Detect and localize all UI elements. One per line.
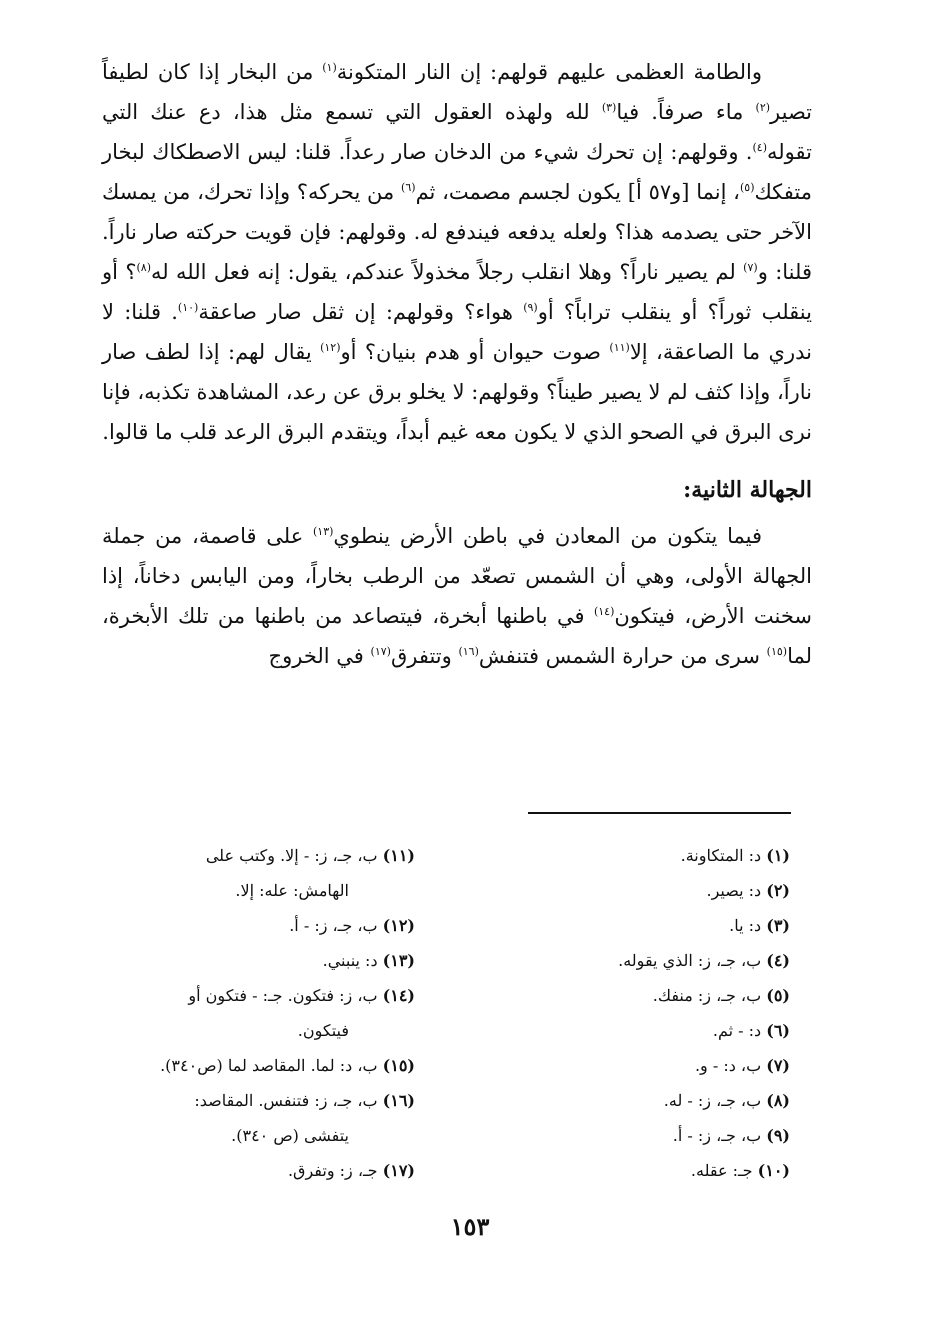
footnote-text: ب، جـ، ز: - إلا. وكتب على: [205, 846, 383, 865]
text-run: لله ولهذه العقول التي تسمع مثل هذا، دع عنك التي تقوله: [102, 100, 812, 164]
footnote-number: (١٢): [382, 916, 415, 935]
text-run: . وقولهم: إن تحرك شيء من الدخان صار رعداً. قلنا: ليس الاصطكاك لبخار متفكك: [102, 140, 812, 204]
footnote-ref: (١): [322, 61, 337, 74]
footnote: [90, 978, 415, 1013]
footnote-text: ب، جـ، ز: منفك.: [652, 986, 767, 1005]
footnote-continuation: فيتكون.: [297, 1021, 349, 1040]
paragraph-1: [102, 52, 812, 452]
footnote-number: (١٥): [382, 1056, 415, 1075]
footnote-number: (١٣): [382, 951, 415, 970]
text-run: وتتفرق: [390, 644, 459, 668]
text-run: ، إنما [و٥٧ أ] يكون لجسم مصمت، ثم: [415, 180, 740, 204]
footnote-text: ب، جـ، ز: - له.: [663, 1091, 767, 1110]
text-run: يقال لهم: إذا لطف صار ناراً، وإذا كثف لم لا يصير طيناً؟ وقولهم: لا يخلو برق عن رعد، المشاهدة تكذبه، فإنا نرى البرق في الصحو الذي لا يكون معه غيم أبداً، ويتقدم البرق الرعد قلب ما قالوا.: [102, 340, 812, 444]
footnote-number: (١٧): [382, 1161, 415, 1180]
footnote-text: ب، جـ، ز: الذي يقوله.: [618, 951, 767, 970]
footnote-text: ب، د: لما. المقاصد لما (ص٣٤٠).: [160, 1056, 383, 1075]
main-text: [102, 52, 812, 676]
footnote-ref: (١٤): [593, 605, 615, 618]
footnote-text: ب، جـ، ز: - أ.: [672, 1126, 767, 1145]
footnote-text: جـ، ز: وتفرق.: [287, 1161, 383, 1180]
footnote: [480, 908, 790, 943]
text-run: هواء؟ وقولهم: إن ثقل صار صاعقة: [198, 300, 524, 324]
footnote-ref: (٦): [401, 181, 416, 194]
footnote-ref: (١٦): [458, 645, 479, 658]
footnote-text: ب، د: - و.: [694, 1056, 767, 1075]
section-heading: الجهالة الثانية:: [683, 477, 812, 503]
footnote-text: جـ: عقله.: [690, 1161, 758, 1180]
footnote: [480, 1013, 790, 1048]
footnote-ref: (٣): [601, 101, 617, 114]
footnote-text: ب، جـ، ز: - أ.: [289, 916, 383, 935]
footnote-continuation: الهامش: عله: إلا.: [235, 881, 349, 900]
text-run: من البخار إذا كان لطيفاً تصير: [102, 60, 813, 124]
footnote-text: ب، جـ، ز: فتنفس. المقاصد:: [194, 1091, 383, 1110]
footnote-number: (١٠): [757, 1161, 790, 1180]
footnote: [480, 838, 790, 873]
footnote-ref: (٥): [739, 181, 755, 194]
footnote-separator-rule: [528, 812, 791, 814]
text-run: . قلنا: لا ندري ما الصاعقة، إلا: [102, 300, 812, 364]
footnote-text: د: - ثم.: [712, 1021, 767, 1040]
footnote: [480, 873, 790, 908]
text-run: في الخروج: [268, 644, 371, 668]
footnote-number: (١): [766, 846, 790, 865]
text-run: ؟ أو ينقلب ثوراً؟ أو ينقلب تراباً؟ أو: [102, 260, 812, 324]
footnote: [480, 1048, 790, 1083]
footnote-ref: (١٢): [320, 341, 341, 354]
footnote-text: د: يصير.: [706, 881, 767, 900]
footnote-text: د: يا.: [729, 916, 767, 935]
footnote-number: (٧): [766, 1056, 790, 1075]
footnote: [90, 908, 415, 943]
footnote-text: د: المتكاونة.: [680, 846, 767, 865]
footnote-ref: (٨): [136, 261, 152, 274]
text-run: ماء صرفاً. فيا: [616, 100, 756, 124]
footnote: [90, 943, 415, 978]
footnote-ref: (٩): [523, 301, 538, 314]
footnote-number: (٤): [766, 951, 790, 970]
footnote-number: (١٦): [382, 1091, 415, 1110]
footnote-ref: (١١): [609, 341, 630, 354]
footnote-ref: (٢): [755, 101, 771, 114]
text-run: والطامة العظمى عليهم قولهم: إن النار المتكونة: [336, 60, 762, 84]
footnote-ref: (١٥): [766, 645, 788, 658]
footnote: [480, 1083, 790, 1118]
footnote-number: (٣): [766, 916, 790, 935]
footnotes-right-column: [480, 838, 790, 1188]
footnote-number: (٨): [766, 1091, 790, 1110]
text-run: لم يصير ناراً؟ وهلا انقلب رجلاً مخذولاً عندكم، يقول: إنه فعل الله له: [151, 260, 744, 284]
paragraph-2: [102, 516, 812, 676]
footnote-number: (١١): [382, 846, 415, 865]
footnotes-left-column: [90, 838, 415, 1188]
footnote-ref: (١٣): [312, 525, 334, 538]
footnote-continuation: يتفشى (ص ٣٤٠).: [231, 1126, 349, 1145]
footnote: [480, 1118, 790, 1153]
footnote-text: د: ينبني.: [322, 951, 383, 970]
footnote: [90, 1048, 415, 1083]
footnote-ref: (٤): [752, 141, 768, 154]
footnote-number: (٢): [766, 881, 790, 900]
footnote: [90, 1083, 415, 1118]
footnote-ref: (١٧): [370, 645, 391, 658]
footnote: [90, 1153, 415, 1188]
footnote: [90, 838, 415, 873]
text-run: من يحركه؟ وإذا تحرك، من يمسك الآخر حتى يصدمه هذا؟ ولعله يدفعه فيندفع له. وقولهم: فإن قويت حركته صار ناراً. قلنا: و: [102, 180, 812, 284]
text-run: سرى من حرارة الشمس فتنفش: [478, 644, 767, 668]
footnote-number: (١٤): [382, 986, 415, 1005]
page-number: ١٥٣: [450, 1212, 490, 1241]
footnote-number: (٥): [766, 986, 790, 1005]
footnote-number: (٦): [766, 1021, 790, 1040]
text-run: في باطنها أبخرة، فيتصاعد من باطنها من تلك الأبخرة، لما: [102, 604, 812, 668]
footnote: [480, 943, 790, 978]
text-run: على قاصمة، من جملة الجهالة الأولى، وهي أن الشمس تصعّد من الرطب بخاراً، ومن اليابس دخاناً، إذا سخنت الأرض، فيتكون: [102, 524, 812, 628]
footnote-number: (٩): [766, 1126, 790, 1145]
footnote-text: ب، ز: فتكون. جـ: - فتكون أو: [188, 986, 383, 1005]
footnote-ref: (٧): [743, 261, 758, 274]
text-run: صوت حيوان أو هدم بنيان؟ أو: [340, 340, 610, 364]
footnote: [480, 1153, 790, 1188]
text-run: فيما يتكون من المعادن في باطن الأرض ينطوي: [333, 524, 763, 548]
footnote: [480, 978, 790, 1013]
footnote-ref: (١٠): [177, 301, 199, 314]
